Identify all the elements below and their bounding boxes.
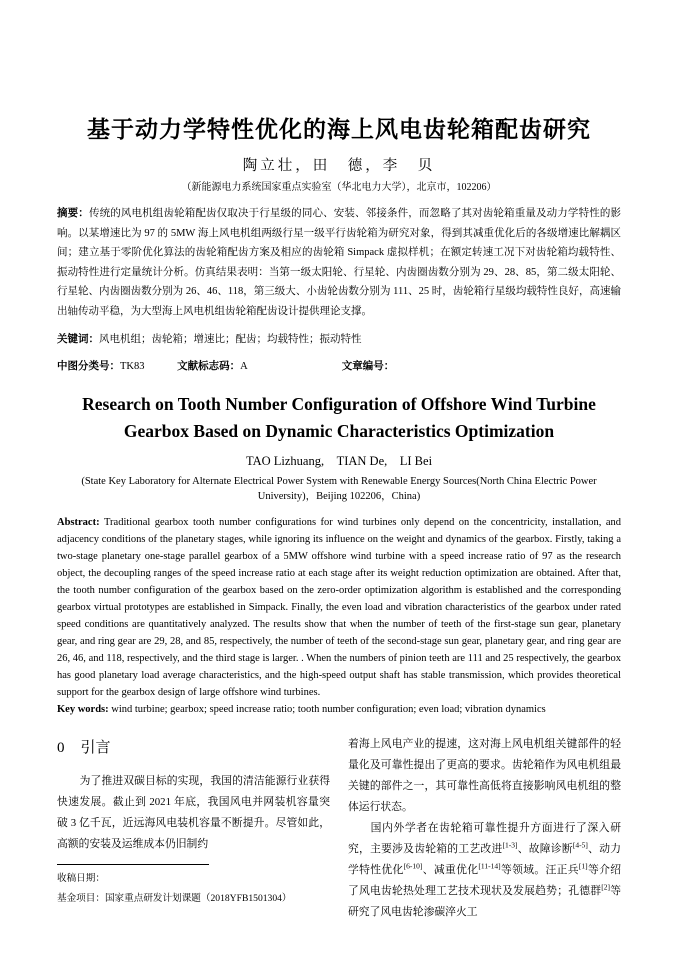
intro-paragraph-right-continuation: 着海上风电产业的提速，这对海上风电机组关键部件的轻量化及可靠性提出了更高的要求。齿轮箱作为风电机组最关键的部件之一，其可靠性高低将直接影响风电机组的整体运行状态。 [348,738,621,813]
abstract-en-text: Traditional gearbox tooth number configurations for wind turbines only depend on the concentricity, installation, and adjacency conditions of the planetary stages, while ignoring its influence on the weight and dynamics of the gearbox. Firstly, taking a two-stage planetary one-stage parallel gearbox of a 5MW offshore wind turbine with a speed increase ratio of 97 as the research object, the decoupling ranges of the speed increase ratio at each stage after its weight reduction optimization are obtained. After that, the tooth number configuration of the gearbox based on the zero-order optimization algorithm is established and the corresponding gearbox virtual prototypes are established in Simpack. Finally, the even load and vibration characteristics of the gearbox under rated speed conditions are quantitatively analyzed. The results show that when the number of teeth of the first-stage sun gear, planetary gear, and ring gear are 29, 28, and 85, respectively, the number of teeth of the second-stage sun gear, planetary gear, and ring gear are 26, 46, and 118, respectively, and the third stage is larger. . When the numbers of pinion teeth are 111 and 25 respectively, the gearbox has good planetary load average characteristics, and the high-speed output shaft has stable transmission, which provides theoretical support for the gearbox design of large offshore wind turbines. [57,517,621,698]
keywords-zh-label: 关键词： [57,334,99,345]
doc-code-value: A [240,361,248,372]
lit-text: 断 [561,843,573,855]
right-column [348,734,621,923]
abstract-zh-text: 传统的风电机组齿轮箱配齿仅取决于行星级的同心、安装、邻接条件，而忽略了其对齿轮箱重量及动力学特性的影响。以某增速比为 97 的 5MW 海上风电机组两级行星一级平行齿轮箱为研究对象，得到其减重优化后的各级增速比解耦区间；建立基于零阶优化算法的齿轮箱配齿方案及相应的齿轮箱 Simpack 虚拟样机；在额定转速工况下对齿轮箱均载特性、振动特性进行定量统计分析。仿真结果表明：当第一级太阳轮、行星轮、内齿圈齿数分别为 29、28、85，第二级太阳轮、行星轮、内齿圈齿数分别为 26、46、118，第三级大、小齿轮齿数分别为 111、25 时，齿轮箱行星级均载特性良好，高速输出轴传动平稳，为大型海上风电机组齿轮箱配齿设计提供理论支撑。 [57,208,622,317]
lit-text: 等研究了风电齿轮渗碳淬火工 [348,885,622,918]
lit-text: 、动力学特性优化 [348,843,622,876]
footnote-received [57,869,330,889]
intro-paragraph-left: 为了推进双碳目标的实现，我国的清洁能源行业获得快速发展。截止到 2021 年底，我国风电并网装机容量突破 3 亿千瓦，近远海风电装机容量不断提升。尽管如此，高额的安装及运维成本仍旧制约 [57,775,330,850]
ref-1-3: [1-3] [502,840,518,850]
abstract-zh [57,204,621,321]
lit-text: 、故障诊 [517,843,562,855]
keywords-zh-text: 风电机组；齿轮箱；增速比；配齿；均载特性；振动特性 [99,334,362,345]
affiliation-zh: （新能源电力系统国家重点实验室（华北电力大学），北京市，102206） [181,182,497,193]
footnote-fund [57,889,330,909]
clc-item [57,361,145,372]
footnote-divider [57,864,209,865]
lit-text: 、减重优化 [422,864,479,876]
abstract-zh-label: 摘要： [57,208,89,219]
clc-label: 中图分类号： [57,361,120,372]
received-label: 收稿日期： [57,873,105,884]
keywords-en-label: Key words: [57,704,112,715]
abstract-en [57,514,621,701]
section-heading-introduction [57,738,330,758]
section-title: 引言 [80,740,111,756]
keywords-zh [57,330,621,349]
doc-code-item [177,361,247,372]
lit-text: 等介绍了风电齿轮热处理工艺技术现状及发展趋势；孔德群 [348,864,622,897]
fund-label: 基金项目： [57,893,105,904]
abstract-en-label: Abstract: [57,517,104,528]
footnote-block [57,864,330,909]
doc-code-label: 文献标志码： [177,361,241,372]
article-id-item [342,361,395,372]
keywords-en-text: wind turbine; gearbox; speed increase ratio; tooth number configuration; even load; vibration dynamics [111,704,546,715]
classification-row [57,357,621,376]
lit-text: 国内外学者在齿轮箱可靠性提升方面进行了深入研究，主要涉及齿轮箱的工艺改进 [348,822,621,855]
ref-1: [1] [578,861,588,871]
ref-6-10: [6-10] [403,861,423,871]
ref-2: [2] [601,882,610,892]
authors-zh: 陶立壮，田 德，李 贝 [242,158,436,174]
paper-title-en: Research on Tooth Number Configuration of Offshore Wind Turbine Gearbox Based on Dynamic Characteristics Optimization [82,394,596,441]
clc-value: TK83 [120,361,145,372]
ref-4-5: [4-5] [572,840,588,850]
authors-en: TAO Lizhuang, TIAN De, LI Bei [245,454,433,468]
section-number: 0 [57,740,65,756]
fund-value: 国家重点研发计划课题（2018YFB1501304） [104,893,292,904]
keywords-en [57,701,621,718]
ref-11-14: [11-14] [478,861,501,871]
article-id-label: 文章编号： [341,361,395,372]
lit-text: 等领域。汪正兵 [500,864,579,876]
two-column-body [57,734,621,923]
paper-title-zh: 基于动力学特性优化的海上风电齿轮箱配齿研究 [87,116,591,142]
intro-paragraph-literature [348,818,621,923]
affiliation-en: (State Key Laboratory for Alternate Electrical Power System with Renewable Energy Sources(North China Electric Power University)，Beijing 102206，China) [81,476,597,502]
left-column [57,734,330,923]
